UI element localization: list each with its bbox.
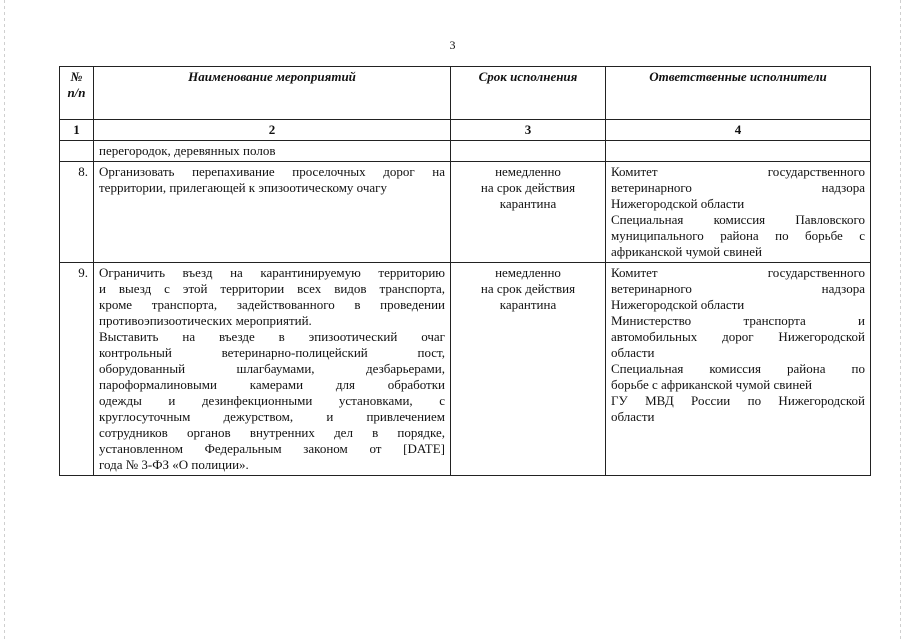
responsible-line: Министерство транспорта и bbox=[611, 313, 865, 328]
column-number-1: 1 bbox=[60, 120, 94, 141]
row-number: 8. bbox=[60, 162, 94, 263]
action-line: сотрудников органов внутренних дел в порядке, bbox=[99, 425, 445, 440]
action-line: кроме транспорта, задействованного в проведении bbox=[99, 297, 445, 312]
action-line: Выставить на въезде в эпизоотический очаг bbox=[99, 329, 445, 344]
responsible-line: области bbox=[611, 409, 655, 424]
header-num bbox=[60, 67, 94, 120]
action-line: территории, прилегающей к эпизоотическому очагу bbox=[99, 180, 387, 195]
row-responsible bbox=[606, 162, 871, 263]
action-line: пароформалиновыми камерами для обработки bbox=[99, 377, 445, 392]
table-row-9 bbox=[60, 263, 871, 476]
header-action bbox=[94, 67, 451, 120]
row-action bbox=[94, 162, 451, 263]
responsible-line: Комитет государственного bbox=[611, 265, 865, 280]
row-responsible bbox=[606, 263, 871, 476]
responsible-line: Нижегородской области bbox=[611, 196, 745, 211]
action-line: года № 3-ФЗ «О полиции». bbox=[99, 457, 249, 472]
responsible-line: области bbox=[611, 345, 655, 360]
header-responsible-label: Ответственные исполнители bbox=[649, 69, 827, 84]
deadline-line: на срок действия bbox=[480, 180, 576, 195]
responsible-line: ветеринарного надзора bbox=[611, 281, 865, 296]
responsible-line: Специальная комиссия района по bbox=[611, 361, 865, 376]
row-deadline bbox=[451, 162, 606, 263]
header-row bbox=[60, 67, 871, 120]
action-line: и выезд с этой территории всех видов транспорта, bbox=[99, 281, 445, 296]
scan-edge-left bbox=[4, 0, 5, 640]
action-line: противоэпизоотических мероприятий. bbox=[99, 313, 312, 328]
responsible-line: ГУ МВД России по Нижегородской bbox=[611, 393, 865, 408]
deadline-line: на срок действия bbox=[480, 281, 576, 296]
action-line: оборудованный шлагбаумами, дезбарьерами, bbox=[99, 361, 445, 376]
column-number-2: 2 bbox=[94, 120, 451, 141]
action-line: контрольный ветеринарно-полицейский пост, bbox=[99, 345, 445, 360]
deadline-line: карантина bbox=[499, 297, 557, 312]
action-line: установленном Федеральным законом от [DATE] bbox=[99, 441, 445, 456]
measures-table bbox=[59, 66, 871, 476]
deadline-line: карантина bbox=[499, 196, 557, 211]
header-action-label: Наименование мероприятий bbox=[188, 69, 356, 84]
column-number-4: 4 bbox=[606, 120, 871, 141]
action-line: Организовать перепахивание проселочных дорог на bbox=[99, 164, 445, 179]
action-line: Ограничить въезд на карантинируемую территорию bbox=[99, 265, 445, 280]
deadline-line: немедленно bbox=[495, 265, 561, 280]
page-number: 3 bbox=[449, 38, 456, 52]
row-action bbox=[94, 263, 451, 476]
table-row-8 bbox=[60, 162, 871, 263]
header-deadline bbox=[451, 67, 606, 120]
column-number-row bbox=[60, 120, 871, 141]
responsible-line: ветеринарного надзора bbox=[611, 180, 865, 195]
header-num-label: № п/п bbox=[67, 69, 86, 100]
responsible-line: Комитет государственного bbox=[611, 164, 865, 179]
column-number-3: 3 bbox=[451, 120, 606, 141]
responsible-line: автомобильных дорог Нижегородской bbox=[611, 329, 865, 344]
continuation-text: перегородок, деревянных полов bbox=[94, 141, 451, 162]
continuation-row bbox=[60, 141, 871, 162]
responsible-line: муниципального района по борьбе с bbox=[611, 228, 865, 243]
scan-edge-right bbox=[900, 0, 901, 640]
responsible-line: африканской чумой свиней bbox=[611, 244, 762, 259]
row-deadline bbox=[451, 263, 606, 476]
responsible-line: борьбе с африканской чумой свиней bbox=[611, 377, 813, 392]
header-deadline-label: Срок исполнения bbox=[478, 69, 578, 84]
header-responsible bbox=[606, 67, 871, 120]
action-line: круглосуточным дежурством, и привлечением bbox=[99, 409, 445, 424]
responsible-line: Нижегородской области bbox=[611, 297, 745, 312]
action-line: одежды и дезинфекционными установками, с bbox=[99, 393, 445, 408]
responsible-line: Специальная комиссия Павловского bbox=[611, 212, 865, 227]
row-number: 9. bbox=[60, 263, 94, 476]
deadline-line: немедленно bbox=[495, 164, 561, 179]
